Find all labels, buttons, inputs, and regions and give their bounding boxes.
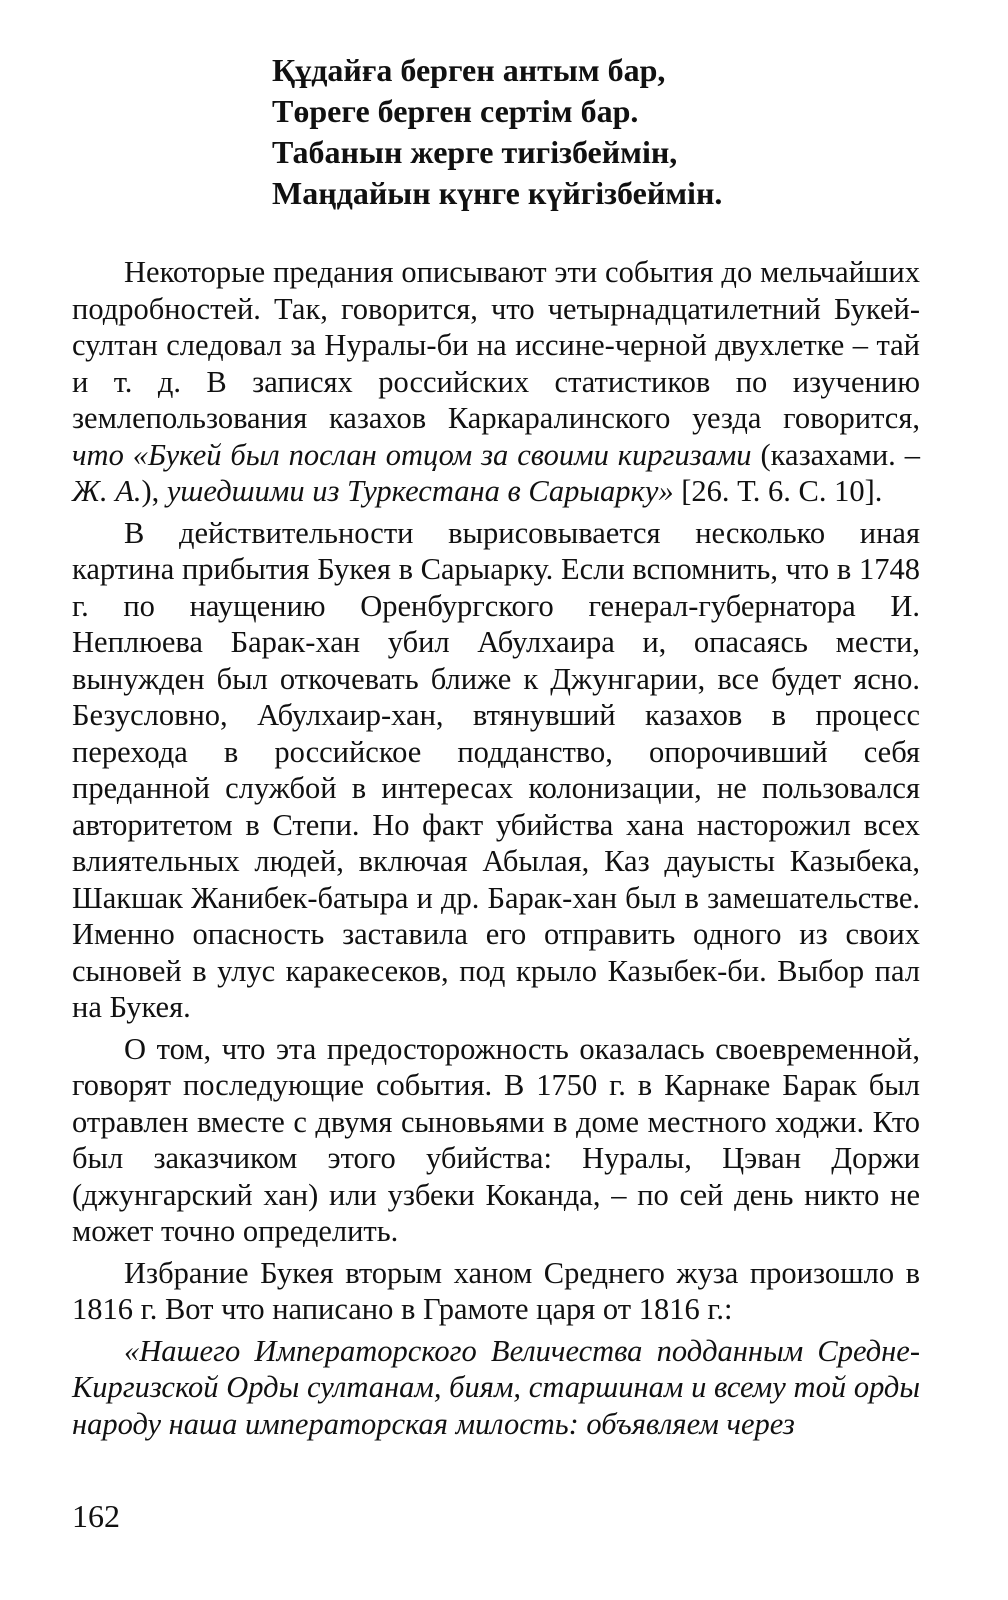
verse-block bbox=[272, 50, 920, 214]
paragraph-text: ), bbox=[141, 474, 167, 508]
page-number: 162 bbox=[72, 1498, 120, 1534]
verse-line: Құдайға берген антым бар, bbox=[272, 52, 666, 88]
document-page bbox=[72, 50, 920, 1447]
paragraph-election: Избрание Букея вторым ханом Среднего жуза произошло в 1816 г. Вот что написано в Грамоте царя от 1816 г.: bbox=[72, 1255, 920, 1326]
verse-line: Төреге берген сертім бар. bbox=[272, 93, 639, 129]
paragraph-arrival: В действительности вырисовывается несколько иная картина прибытия Букея в Сарыарку. Если вспомнить, что в 1748 г. по наущению Оренбургского генерал-губернатора И. Неплюева Барак-хан убил Абулхаира и, опасаясь мести, вынужден был откочевать ближе к Джунгарии, все будет ясно. Безусловно, Абулхаир-хан, втянувший казахов в процесс перехода в российское подданство, опорочивший себя преданной службой в интересах колонизации, не пользовался авторитетом в Степи. Но факт убийства хана насторожил всех влиятельных людей, включая Абылая, Каз дауысты Казыбека, Шакшак Жанибек-батыра и др. Барак-хан был в замешательстве. Именно опасность заставила его отправить одного из своих сыновей в улус каракесеков, под крыло Казыбек-би. Выбор пал на Букея. bbox=[72, 515, 920, 1024]
verse-line: Табанын жерге тигізбеймін, bbox=[272, 134, 678, 170]
verse-line: Маңдайын күнге күйгізбеймін. bbox=[272, 175, 723, 211]
paragraph-text: Некоторые предания описывают эти события до мельчайших подробностей. Так, говорится, что четырнадцатилетний Букей-султан следовал за Нуралы-би на иссине-черной двухлетке – тай и т. д. В записях российских статистиков по изучению землепользования казахов Каркаралинского уезда говорится, bbox=[72, 255, 920, 435]
author-initials: Ж. А. bbox=[72, 474, 142, 508]
citation: [26. Т. 6. С. 10]. bbox=[673, 474, 883, 508]
quote-italic: ушедшими из Туркестана в Сарыарку» bbox=[166, 474, 674, 508]
quote-italic: что «Букей был послан отцом за своими киргизами bbox=[72, 437, 752, 472]
paragraph-legends bbox=[72, 254, 920, 510]
paragraph-text: (казахами. – bbox=[751, 437, 920, 472]
paragraph-events: О том, что эта предосторожность оказалась своевременной, говорят последующие события. В 1750 г. в Карнаке Барак был отравлен вместе с двумя сыновьями в доме местного ходжи. Кто был заказчиком этого убийства: Нуралы, Цэван Доржи (джунгарский хан) или узбеки Коканда, – по сей день никто не может точно определить. bbox=[72, 1031, 920, 1248]
paragraph-decree-quote: «Нашего Императорского Величества подданным Средне-Киргизской Орды султанам, биям, старшинам и всему той орды народу наша императорская милость: объявляем через bbox=[72, 1333, 920, 1441]
